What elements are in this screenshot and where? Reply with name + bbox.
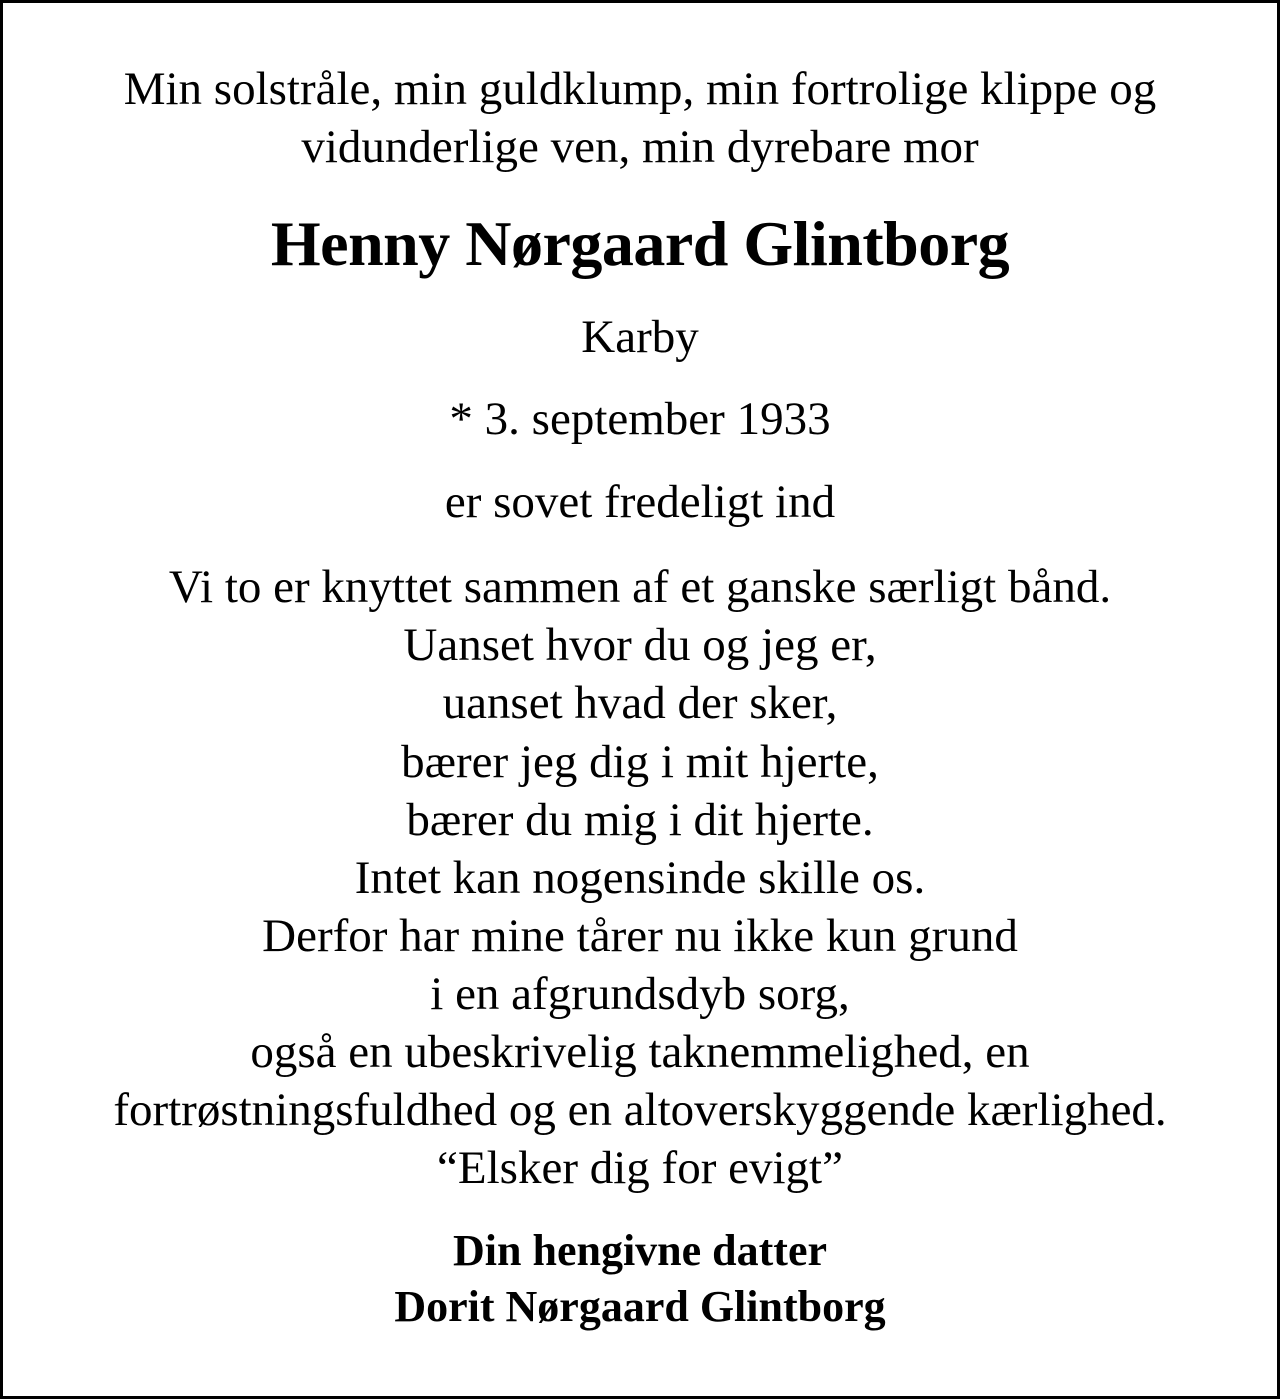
poem-line: bærer jeg dig i mit hjerte, xyxy=(401,736,879,788)
place-name: Karby xyxy=(581,311,699,363)
passing-statement: er sovet fredeligt ind xyxy=(444,476,836,528)
poem-line: fortrøstningsfuldhed og en altoverskyggende kærlighed. xyxy=(113,1084,1167,1136)
intro-line-2: vidunderlige ven, min dyrebare mor xyxy=(301,121,979,173)
poem-line: også en ubeskrivelig taknemmelighed, en xyxy=(250,1026,1030,1078)
deceased-name: Henny Nørgaard Glintborg xyxy=(270,208,1010,279)
signature-relation: Din hengivne datter xyxy=(453,1226,827,1275)
poem-line: bærer du mig i dit hjerte. xyxy=(406,794,874,846)
intro-line-1: Min solstråle, min guldklump, min fortrolige klippe og xyxy=(123,63,1157,115)
poem-line: Vi to er knyttet sammen af et ganske særligt bånd. xyxy=(168,561,1112,613)
poem-line: Derfor har mine tårer nu ikke kun grund xyxy=(262,910,1018,962)
signature-name: Dorit Nørgaard Glintborg xyxy=(394,1282,886,1331)
poem-line: i en afgrundsdyb sorg, xyxy=(430,968,850,1020)
poem-quote: “Elsker dig for evigt” xyxy=(437,1142,843,1194)
poem-line: Uanset hvor du og jeg er, xyxy=(403,619,877,671)
poem-line: Intet kan nogensinde skille os. xyxy=(354,852,926,904)
poem-line: uanset hvad der sker, xyxy=(442,677,838,729)
birth-date: * 3. september 1933 xyxy=(449,393,831,445)
